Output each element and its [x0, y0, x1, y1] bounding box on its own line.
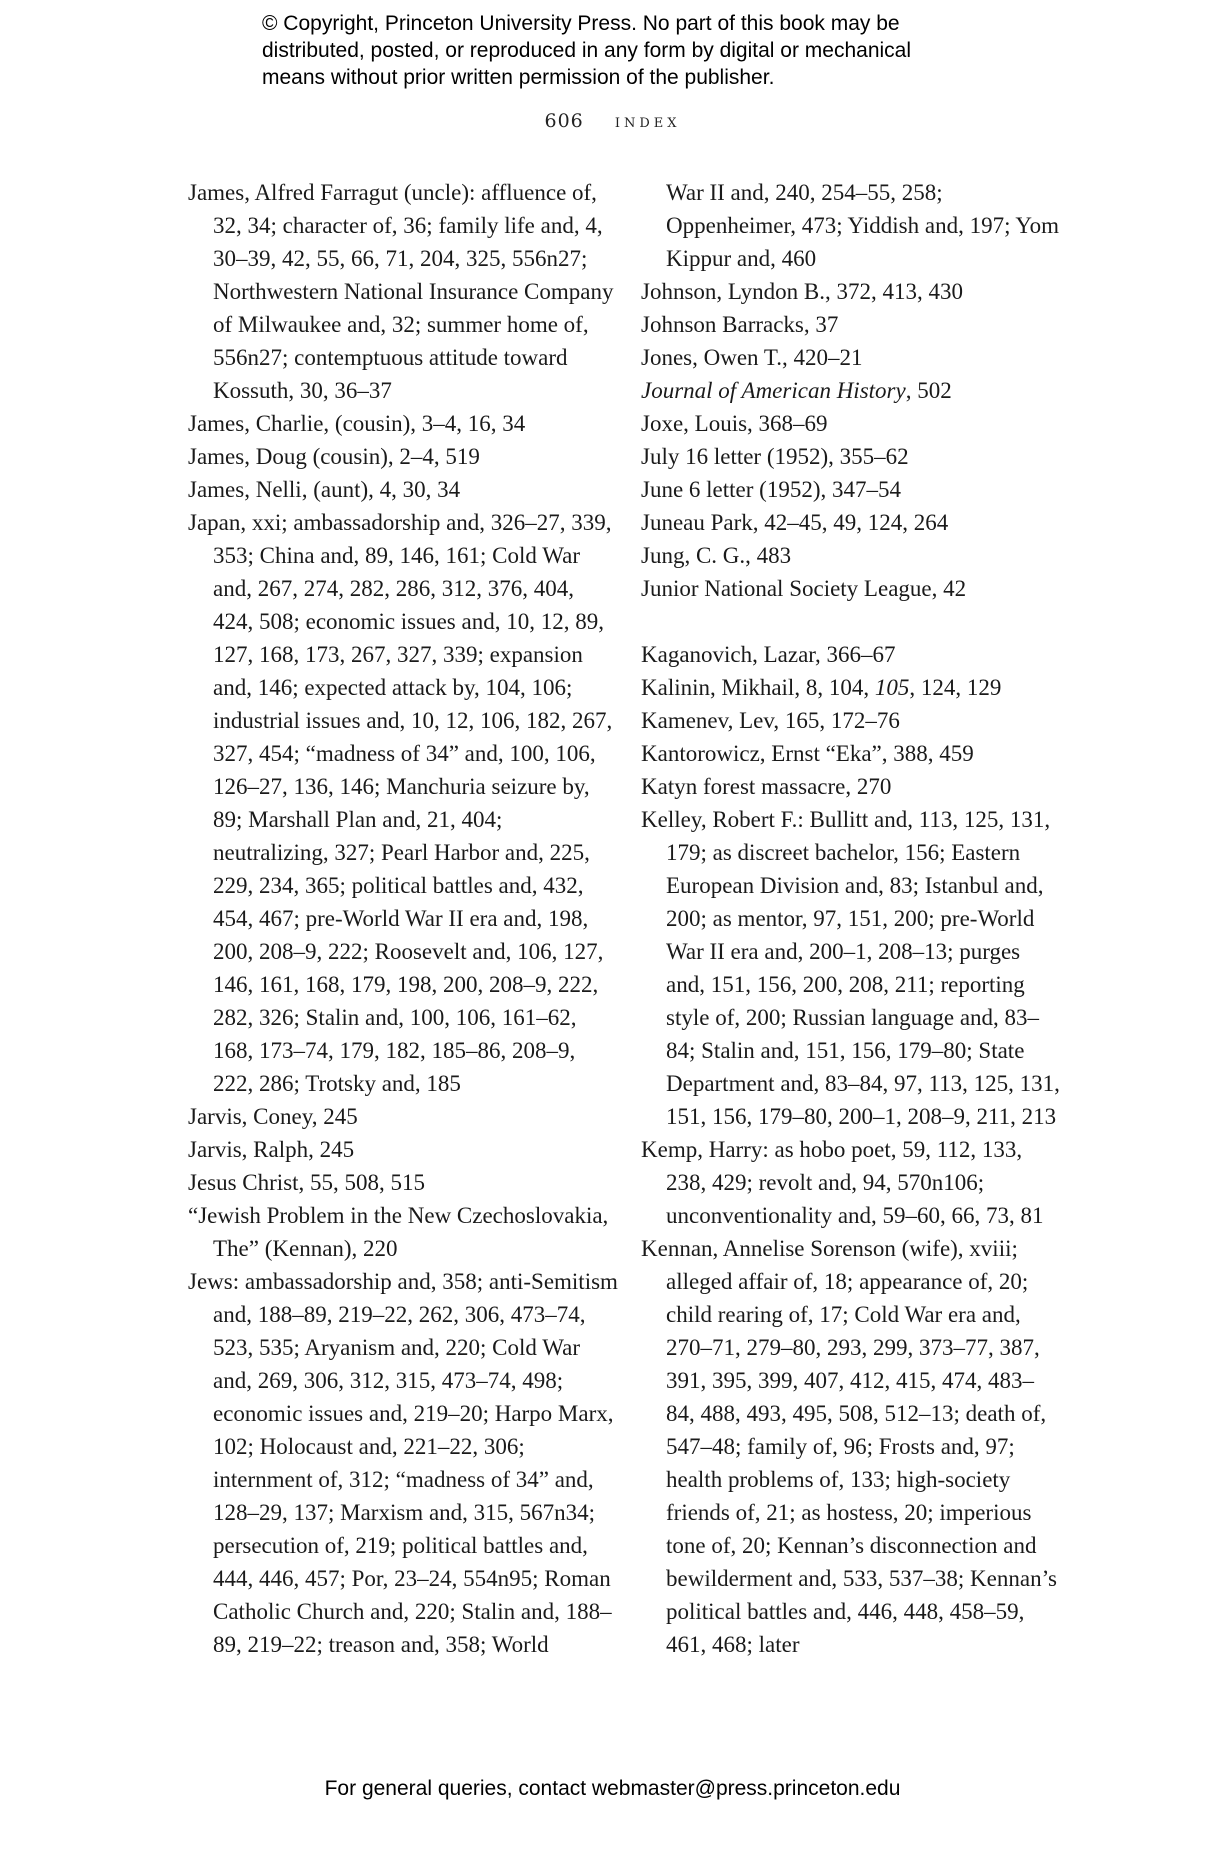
index-entry: James, Doug (cousin), 2–4, 519 — [188, 444, 480, 469]
journal-pages: , 502 — [905, 378, 952, 403]
index-entry: Jung, C. G., 483 — [641, 543, 792, 568]
index-entry: Jarvis, Ralph, 245 — [188, 1137, 355, 1162]
footer-contact: For general queries, contact webmaster@press.princeton.edu — [324, 1777, 901, 1800]
index-entry: James, Charlie, (cousin), 3–4, 16, 34 — [188, 411, 526, 436]
copyright-line: means without prior written permission of the publisher. — [262, 66, 775, 89]
index-entry: Japan, xxi; ambassadorship and, 326–27, 339, 353; China and, 89, 146, 161; Cold War and, 267, 274, 282, 286, 312, 376, 404, 424, 508; economic issues and, 10, 12, 89, 127, 168, 173, 267, 327, 339; expansion and, 146; expected attack by, 104, 106; industrial issues and, 10, 12, 106, 182, 267, 327, 454; “madness of 34” and, 100, 106, 126–27, 136, 146; Manchuria seizure by, 89; Marshall Plan and, 21, 404; neutralizing, 327; Pearl Harbor and, 225, 229, 234, 365; political battles and, 432, 454, 467; pre-World War II era and, 198, 200, 208–9, 222; Roosevelt and, 106, 127, 146, 161, 168, 179, 198, 200, 208–9, 222, 282, 326; Stalin and, 100, 106, 161–62, 168, 173–74, 179, 182, 185–86, 208–9, 222, 286; Trotsky and, 185 — [188, 510, 613, 1096]
index-entry: James, Nelli, (aunt), 4, 30, 34 — [188, 477, 461, 502]
index-entry: June 6 letter (1952), 347–54 — [641, 477, 901, 502]
index-entry: Kantorowicz, Ernst “Eka”, 388, 459 — [641, 741, 974, 766]
index-entry: Johnson Barracks, 37 — [641, 312, 839, 337]
index-entry: Jones, Owen T., 420–21 — [641, 345, 863, 370]
entry-text: Kalinin, Mikhail, 8, 104, — [641, 675, 875, 700]
index-entry: Johnson, Lyndon B., 372, 413, 430 — [641, 279, 964, 304]
index-entry: Kelley, Robert F.: Bullitt and, 113, 125, 131, 179; as discreet bachelor, 156; Eastern European Division and, 83; Istanbul and, 200; as mentor, 97, 151, 200; pre-World War II era and, 200–1, 208–13; purges and, 151, 156, 200, 208, 211; reporting style of, 200; Russian language and, 83–84; Stalin and, 151, 156, 179–80; State Department and, 83–84, 97, 113, 125, 131, 151, 156, 179–80, 200–1, 208–9, 211, 213 — [641, 807, 1060, 1129]
copyright-line: © Copyright, Princeton University Press. No part of this book may be — [262, 12, 900, 35]
index-column-left — [188, 176, 618, 1661]
index-entry: Joxe, Louis, 368–69 — [641, 411, 828, 436]
index-entry: Kennan, Annelise Sorenson (wife), xviii; alleged affair of, 18; appearance of, 20; child rearing of, 17; Cold War era and, 270–71, 279–80, 293, 299, 373–77, 387, 391, 395, 399, 407, 412, 415, 474, 483–84, 488, 493, 495, 508, 512–13; death of, 547–48; family of, 96; Frosts and, 97; health problems of, 133; high-society friends of, 21; as hostess, 20; imperious tone of, 20; Kennan’s disconnection and bewilderment and, 533, 537–38; Kennan’s political battles and, 446, 448, 458–59, 461, 468; later — [641, 1236, 1057, 1657]
index-entry: Katyn forest massacre, 270 — [641, 774, 892, 799]
index-entry: Junior National Society League, 42 — [641, 576, 967, 601]
entry-italic-page: 105 — [874, 675, 910, 700]
index-entry — [641, 374, 1061, 407]
index-entry: Jesus Christ, 55, 508, 515 — [188, 1170, 426, 1195]
index-entry-continuation: War II and, 240, 254–55, 258; Oppenheimer, 473; Yiddish and, 197; Yom Kippur and, 460 — [666, 180, 1060, 271]
index-entry: Jews: ambassadorship and, 358; anti-Semitism and, 188–89, 219–22, 262, 306, 473–74, 523, 535; Aryanism and, 220; Cold War and, 269, 306, 312, 315, 473–74, 498; economic issues and, 219–20; Harpo Marx, 102; Holocaust and, 221–22, 306; internment of, 312; “madness of 34” and, 128–29, 137; Marxism and, 315, 567n34; persecution of, 219; political battles and, 444, 446, 457; Por, 23–24, 554n95; Roman Catholic Church and, 220; Stalin and, 188–89, 219–22; treason and, 358; World — [188, 1269, 618, 1657]
index-column-right — [641, 176, 1061, 1661]
copyright-line: distributed, posted, or reproduced in any form by digital or mechanical — [262, 39, 912, 62]
page-number: 606 — [544, 110, 584, 132]
journal-title: Journal of American History — [641, 378, 906, 403]
index-entry: Kamenev, Lev, 165, 172–76 — [641, 708, 900, 733]
index-entry: Juneau Park, 42–45, 49, 124, 264 — [641, 510, 949, 535]
index-entry: Kaganovich, Lazar, 366–67 — [641, 642, 896, 667]
index-entry: Jarvis, Coney, 245 — [188, 1104, 358, 1129]
running-head — [0, 110, 1225, 132]
page-title: index — [614, 110, 681, 132]
letter-section-gap — [641, 605, 1061, 638]
index-entry — [641, 671, 1061, 704]
index-entry: Kemp, Harry: as hobo poet, 59, 112, 133, 238, 429; revolt and, 94, 570n106; unconventionality and, 59–60, 66, 73, 81 — [641, 1137, 1044, 1228]
index-entry: James, Alfred Farragut (uncle): affluence of, 32, 34; character of, 36; family life and, 4, 30–39, 42, 55, 66, 71, 204, 325, 556n27; Northwestern National Insurance Company of Milwaukee and, 32; summer home of, 556n27; contemptuous attitude toward Kossuth, 30, 36–37 — [188, 180, 614, 403]
entry-text: , 124, 129 — [909, 675, 1002, 700]
index-entry: “Jewish Problem in the New Czechoslovakia, The” (Kennan), 220 — [188, 1203, 609, 1261]
index-entry: July 16 letter (1952), 355–62 — [641, 444, 909, 469]
copyright-notice — [262, 10, 982, 91]
